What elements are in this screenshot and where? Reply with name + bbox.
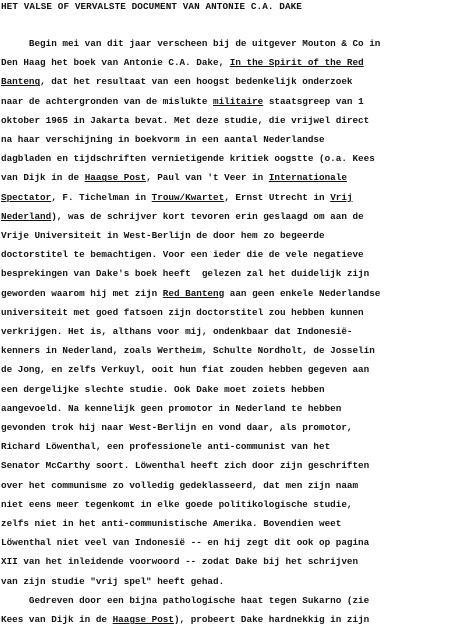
text-line (1, 92, 364, 111)
underlined-title: Haagse Post (112, 614, 174, 625)
text-line (1, 610, 369, 629)
text-segment: na haar verschijning in boekvorm in een aantal Nederlandse (1, 134, 325, 145)
text-segment: ), was de schrijver kort tevoren erin geslaagd om aan de (51, 210, 364, 222)
text-segment: geworden waarom hij met zijn (1, 287, 163, 299)
text-segment: Kees van Dijk in de (1, 614, 113, 625)
underlined-title: Trouw/Kwartet (151, 191, 225, 203)
text-segment: een dergelijke slechte studie. Ook Dake moet zoiets hebben (1, 383, 325, 395)
text-segment: , Ernst Utrecht in (224, 191, 331, 203)
text-segment: zelfs niet in het anti-communistische Amerika. Bovendien weet (1, 518, 342, 529)
text-line (1, 360, 369, 379)
underlined-title: Red Banteng (162, 287, 225, 299)
text-segment: , Paul van 't Veer in (146, 172, 269, 184)
text-line (1, 303, 364, 322)
underlined-title: militaire (213, 95, 264, 107)
text-segment: Löwenthal niet veel van Indonesië -- en hij zegt dit ook op pagina (1, 537, 370, 549)
text-segment: XII van het inleidende voorwoord -- zodat Dake bij het schrijven (1, 556, 359, 568)
text-segment: verkrijgen. Het is, althans voor mij, ondenkbaar dat Indonesië- (1, 326, 353, 337)
underlined-title: Vrij (330, 191, 353, 203)
text-segment: Begin mei van dit jaar verscheen bij de uitgever Mouton & Co in (1, 38, 381, 49)
text-segment: aan geen enkele Nederlandse (224, 287, 381, 299)
text-line (1, 188, 353, 207)
text-segment: dagbladen en tijdschriften vernietigende kritiek oogstte (o.a. Kees (1, 153, 375, 165)
text-segment: over het communisme zo volledig gedeklasseerd, dat men zijn naam (1, 479, 359, 491)
text-segment: de Jong, en zelfs Verkuyl, ooit hun fiat zouden hebben gegeven aan (1, 364, 370, 376)
text-segment: Richard Löwenthal, een professionele anti-communist van het (1, 441, 331, 453)
text-segment: van zijn studie "vrij spel" heeft gehad. (1, 575, 225, 587)
text-line (1, 284, 380, 303)
text-segment: niet eens meer tegenkomt in elke goede politikologische studie, (1, 498, 353, 510)
text-line (1, 264, 369, 283)
text-segment: universiteit met goed fatsoen zijn doctorstitel zou hebben kunnen (1, 306, 364, 318)
text-segment: , F. Tichelman in (51, 191, 152, 203)
text-line (1, 149, 375, 168)
text-segment: besprekingen van Dake's boek heeft gelezen zal het duidelijk zijn (1, 268, 370, 280)
text-segment: Senator McCarthy soort. Löwenthal heeft zich door zijn geschriften (1, 460, 370, 472)
text-line (1, 130, 325, 149)
document-title: HET VALSE OF VERVALSTE DOCUMENT VAN ANTONIE C.A. DAKE (1, 1, 302, 12)
underlined-title: Spectator (1, 191, 52, 203)
text-line (1, 72, 353, 91)
text-line (1, 380, 325, 399)
text-segment: Den Haag het boek van Antonie C.A. Dake, (1, 57, 230, 69)
text-line (1, 53, 364, 72)
text-segment: ), probeert Dake hardnekkig in zijn (173, 614, 370, 625)
text-line (1, 322, 352, 341)
underlined-title: Internationale (268, 172, 347, 184)
text-line (1, 226, 325, 245)
text-segment: aangevoeld. Na kennelijk geen promotor in Nederland te hebben (1, 402, 342, 414)
text-segment: gevonden trok hij naar West-Berlijn en vond daar, als promotor, (1, 422, 353, 433)
text-segment: naar de achtergronden van de mislukte (1, 95, 214, 107)
text-line (1, 207, 364, 226)
text-line (1, 34, 380, 53)
text-segment: , dat het resultaat van een hoogst bedenkelijk onderzoek (40, 76, 353, 88)
text-segment: van Dijk in de (1, 172, 85, 184)
text-segment: doctorstitel te bemachtigen. Voor een ieder die de vele negatieve (1, 249, 364, 261)
underlined-title: Banteng (1, 76, 41, 88)
text-line (1, 476, 358, 495)
text-segment: kenners in Nederland, zoals Wertheim, Schulte Nordholt, de Josselin (1, 345, 375, 357)
text-line (1, 437, 330, 456)
text-line (1, 168, 347, 187)
text-line (1, 418, 352, 437)
text-segment: staatsgreep van 1 (263, 95, 364, 107)
underlined-title: Nederland (1, 210, 52, 222)
underlined-title: Haagse Post (84, 172, 147, 184)
text-line (1, 341, 375, 360)
text-line (1, 245, 364, 264)
text-line (1, 591, 369, 610)
text-segment: Vrije Universiteit in West-Berlijn de door hem zo begeerde (1, 230, 325, 241)
text-line (1, 533, 369, 552)
text-line (1, 552, 358, 571)
text-line (1, 111, 369, 130)
text-line (1, 456, 369, 475)
text-line (1, 495, 352, 514)
underlined-title: In the Spirit of the Red (229, 57, 364, 69)
text-segment: Gedreven door een bijna pathologische haat tegen Sukarno (zie (1, 594, 370, 606)
text-line (1, 572, 224, 591)
text-segment: oktober 1965 in Jakarta bevat. Met deze studie, die vrijwel direct (1, 114, 370, 126)
text-line (1, 399, 341, 418)
text-line (1, 514, 341, 533)
